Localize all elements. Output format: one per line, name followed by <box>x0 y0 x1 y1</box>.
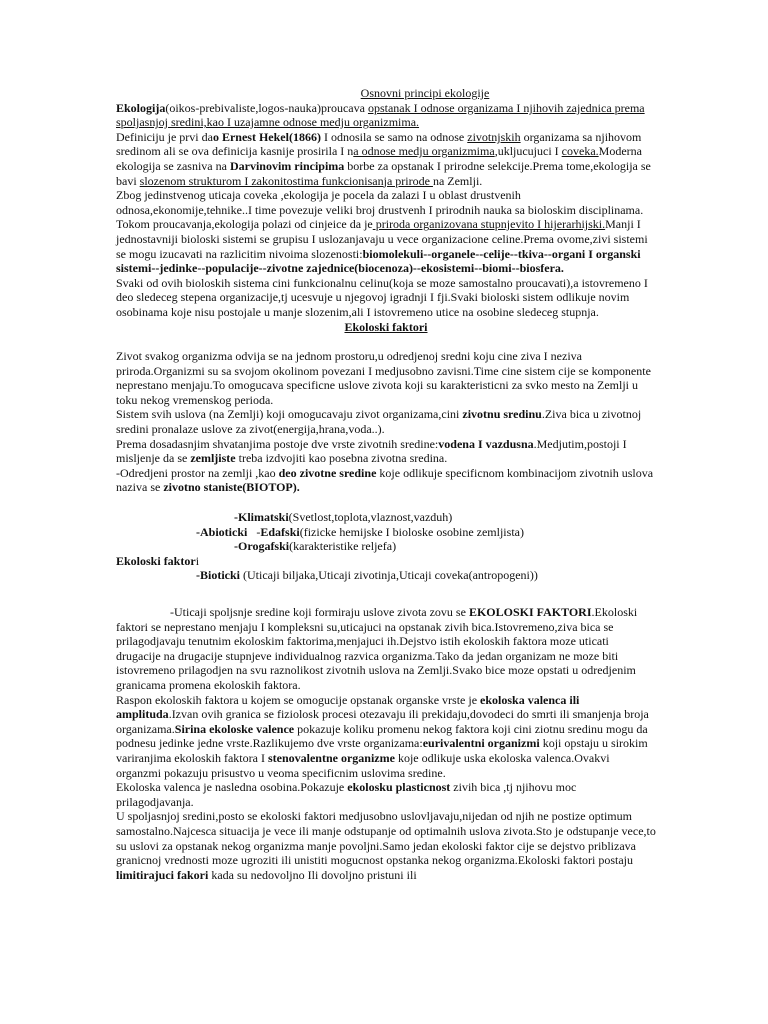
text-bold: stenovalentne organizme <box>267 750 395 765</box>
factor-orogafski <box>116 539 656 554</box>
text-bold: -Klimatski <box>234 510 289 525</box>
text-span: na Zemlji. <box>432 173 483 188</box>
paragraph-hekel <box>116 130 656 188</box>
factor-klimatski <box>116 510 656 525</box>
text-span: kada su nedovoljno Ili dovoljno pristuni ili <box>208 867 417 882</box>
text-span: ,ukljucujuci I <box>494 144 562 159</box>
text-bold: deo zivotne sredine <box>278 465 377 480</box>
text-underlined: slozenom strukturom I zakonitostima funkcionisanja prirode <box>139 173 433 188</box>
text-bold: limitirajuci fakori <box>116 867 209 882</box>
text-span: (Svetlost,toplota,vlaznost,vazduh) <box>288 510 453 525</box>
text-span: Raspon ekoloskih faktora u kojem se omogucije opstanak organske vrste je <box>116 692 481 707</box>
text-bold: eurivalentni organizmi <box>422 736 540 751</box>
text-span: -Uticaji spoljsnje sredine koji formiraju uslove zivota zovu se <box>170 605 469 619</box>
paragraph-biotop <box>116 466 656 495</box>
text-bold: zemljiste <box>190 451 236 466</box>
text-bold: Darvinovim rincipima <box>229 158 345 173</box>
factor-bioticki <box>116 568 656 583</box>
text-span: i <box>195 553 200 568</box>
text-underlined: a odnose medju organizmima <box>353 144 495 159</box>
text-bold: vodena I vazdusna <box>438 436 534 451</box>
text-span: - <box>247 524 261 539</box>
paragraph-valenca <box>116 693 656 781</box>
paragraph-hierarchy <box>116 217 656 275</box>
text-span: U spoljasnjoj sredini,posto se ekoloski faktori medjusobno uslovljavaju,nijedan od njih ne postize optimum samostalno.Najcesca situacija je vece ili manje odstupanje od optimalnih uslova zivota.Sto je odstupanje vece,to su uslovi za opstanak nekog organizma manje povoljni.Samo jedan ekoloski faktor cije se dejstvo priblizava granicnoj vrednosti moze ugroziti ili unistiti mogucnost opstanka nekog organizma.Ekoloski faktori postaju <box>116 809 656 868</box>
paragraph-human-influence: Zbog jedinstvenog uticaja coveka ,ekologija je pocela da zalazi I u oblast drustvenih odnosa,ekonomije,tehnike..I time povezuje veliki broj drustvenh I prirodnih nauka sa bioloskim disciplinama. <box>116 188 644 217</box>
text-underlined: opstanak I odnose organizama I njihovih zajednica prema spoljasnjoj sredini,kao I uzajamne odnose medju organizmima. <box>116 100 645 130</box>
text-bold: -Bioticki <box>196 568 240 583</box>
section-title-ekoloski-faktori: Ekoloski faktori <box>344 319 428 334</box>
text-bold: biomolekuli--organele--celije--tkiva--organi I organski sistemi--jedinke--populacije--zivotne zajednice(biocenoza)--ekosistemi--biomi--biosfera. <box>116 246 641 276</box>
text-span: (Uticaji biljaka,Uticaji zivotinja,Uticaji coveka(antropogeni)) <box>240 568 538 583</box>
text-span: koji opstaju u sirokim variranjima ekoloskih faktora I <box>116 736 648 765</box>
text-span: (karakteristike reljefa) <box>289 539 397 554</box>
text-bold: Edafski <box>260 524 300 539</box>
text-bold: zivotno staniste(BIOTOP). <box>163 480 300 495</box>
text-span: (oikos-prebivaliste,logos-nauka)proucava <box>165 100 368 115</box>
text-span: .Izvan ovih granica se fiziolosk procesi otezavaju ili prekidaju,dovodeci do smrti ili smanjenja broja organizama. <box>116 707 649 736</box>
text-span: .Medjutim,postoji I misljenje da se <box>116 436 627 466</box>
text-bold: zivotnu sredinu <box>462 407 542 422</box>
text-span: Sistem svih uslova (na Zemlji) koji omogucavaju zivot organizama,cini <box>116 407 463 422</box>
text-underlined: priroda organizovana stupnjevito I hijerarhijski. <box>372 217 606 232</box>
text-span: -Odredjeni prostor na zemlji ,kao <box>116 465 279 480</box>
text-span: Prema dosadasnjim shvatanjima postoje dve vrste zivotnih sredine: <box>116 436 439 451</box>
text-bold: EKOLOSKI FAKTORI <box>468 605 592 619</box>
text-underlined: coveka. <box>561 144 599 159</box>
paragraph-environment <box>116 407 656 436</box>
text-span: pokazuje koliku promenu nekog faktora koji cini ziotnu sredinu mogu da podnesu jedinke jedne vrste.Razlikujemo dve vrste organizama: <box>116 721 648 751</box>
spacer <box>116 583 656 605</box>
paragraph-plasticnost <box>116 780 656 809</box>
factor-abioticki <box>116 525 656 540</box>
spacer <box>116 495 656 510</box>
text-span: Moderna ekologija se zasniva na <box>116 144 642 173</box>
text-span: organizama sa njihovom sredinom ali se ova definicija kasnije prosirila I n <box>116 129 642 159</box>
text-underlined: zivotnjskih <box>467 129 521 144</box>
spacer <box>116 334 656 349</box>
text-bold: Ekoloski faktor <box>116 553 196 568</box>
text-span: Definiciju je prvi da <box>116 129 213 144</box>
document-page <box>116 86 656 882</box>
text-span: I odnosila se samo na odnose <box>320 129 468 144</box>
paragraph-ekoloski-faktori <box>116 605 656 693</box>
paragraph-definition <box>116 101 656 130</box>
text-span: treba izdvojiti kao posebna zivotna sredina. <box>235 451 448 466</box>
text-span: Tokom proucavanja,ekologija polazi od cinjeice da je <box>116 217 373 232</box>
text-bold: -Abioticki <box>196 524 248 539</box>
paragraph-life-space: Zivot svakog organizma odvija se na jednom prostoru,u odredjenoj sredni koju cine ziva I neziva priroda.Organizmi su sa svojom okolinom povezani I medjusobno zavisni.Time cine sistem cije se komponente neprestano menjaju.To omogucava specificne uslove zivota koji su karakteristicni za svko mesto na Zemlji u toku nekog vremenskog perioda. <box>116 349 651 407</box>
paragraph-limitirajuci <box>116 809 656 882</box>
text-span: .Ziva bica u zivotnoj sredini pronalaze uslove za zivot(energija,hrana,voda..). <box>116 407 642 437</box>
text-span: (fizicke hemijske I bioloske osobine zemljista) <box>299 524 524 539</box>
text-bold: o Ernest Hekel(1866) <box>212 129 321 144</box>
paragraph-environment-types <box>116 437 656 466</box>
text-span: zivih bica ,tj njihovu moc prilagodjavanja. <box>116 780 577 809</box>
text-bold: -Orogafski <box>234 539 290 554</box>
text-bold: ekoloska valenca ili amplituda <box>116 692 580 722</box>
text-span: Manji I jednostavniji bioloski sistemi se grupisu I uslozanjavaju u vece organizacione celine.Prema ovome,zivi sistemi se mogu izucavati na razlicitim nivoima slozenosti: <box>116 217 648 261</box>
paragraph-systems: Svaki od ovih bioloskih sistema cini funkcionalnu celinu(koja se moze samostalno proucavati),a istovremeno I deo sledeceg stepena organizacije,tj ucesvuje u njegovoj igradnji I fji.Svaki bioloski sistem odlikuje novim osobinama koje nisu postojale u manje slozenim,ali I istovremeno utice na osobine sledeceg stupnja. <box>116 275 648 319</box>
text-span: .Ekoloski faktori se neprestano menjaju I kompleksni su,uticajuci na opstanak zivih bica.Istovremeno,ziva bica se prilagodjavaju tenutnim ekoloskim faktorima,menjajuci ih.Dejstvo istih ekoloskih faktora moze uticati drugacije na drugacije stupnjeve individualnog razvica organizma.Tako da jedan organizam ne moze biti istovremeno prilagodjen na svu raznolikost zivotnih uslova na Zemlji.Svako bice moze opstati u odredjenim granicama promena ekoloskih faktora. <box>116 605 638 692</box>
text-bold: Sirina ekoloske valence <box>174 721 295 736</box>
text-span: koje odlikuje uska ekoloska valenca.Ovakvi organzmi pokazuju prisustvo u veoma specificnim uslovima sredine. <box>116 750 610 780</box>
text-span: koje odlikuje specificnom kombinacijom zivotnih uslova naziva se <box>116 465 654 495</box>
document-title: Osnovni principi ekologije <box>360 86 490 100</box>
factor-heading <box>116 554 656 569</box>
term-ekologija: Ekologija <box>116 100 166 115</box>
text-span: borbe za opstanak I prirodne selekcije.Prema tome,ekologija se bavi <box>116 158 651 188</box>
text-span: Ekoloska valenca je nasledna osobina.Pokazuje <box>116 780 348 795</box>
text-bold: ekolosku plasticnost <box>347 780 451 795</box>
